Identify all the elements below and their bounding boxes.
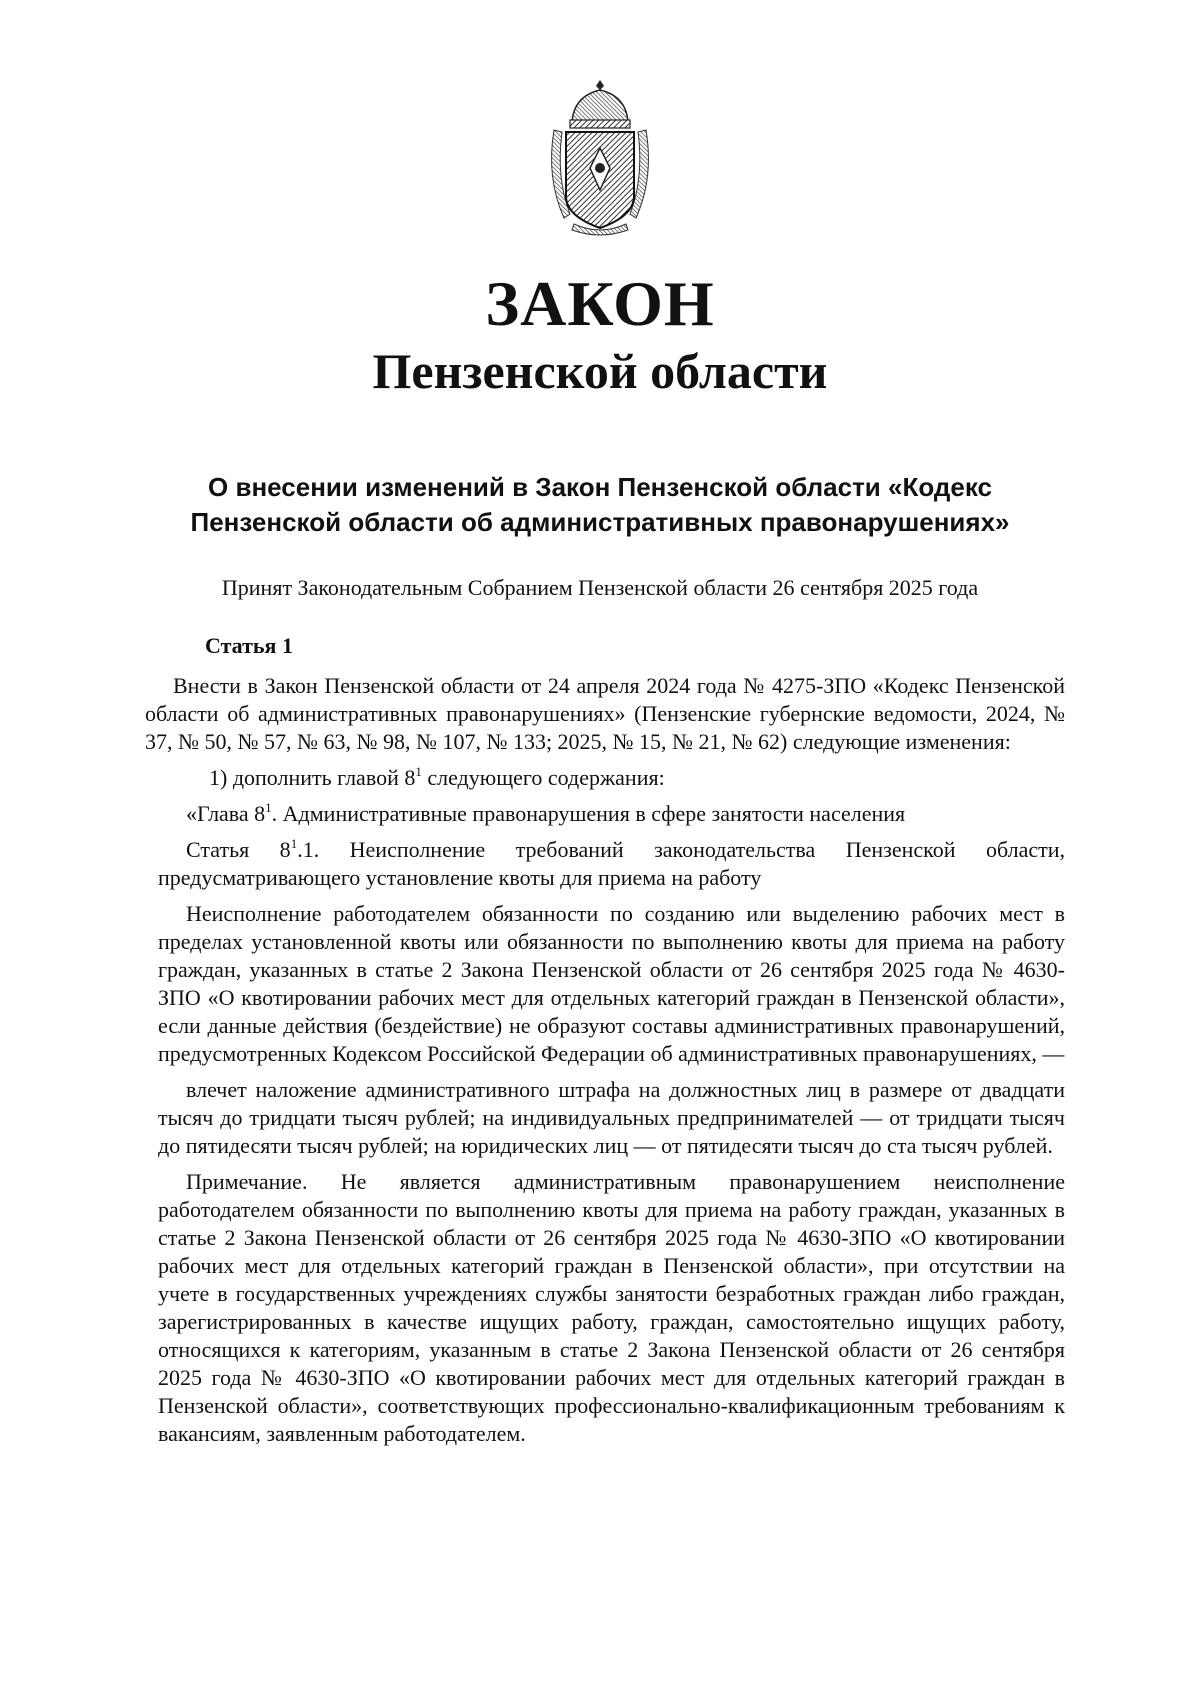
sub-article-sup: 1 [290,836,298,851]
article-heading: Статья 1 [205,633,293,658]
article-intro: Внести в Закон Пензенской области от 24 апреля 2024 года № 4275-ЗПО «Кодекс Пензенской области об административных правонарушениях» (Пензенские губернские ведомости, 2024, № 37, № 50, № 57, № 63, № 98, № 107, № 133; 2025, № 15, № 21, № 62) следующие изменения: [145,673,1065,754]
chapter-prefix: «Глава 8 [186,801,266,826]
issuer-title: Пензенской области [372,343,828,399]
chapter-sup: 1 [265,800,272,815]
sub-article-prefix: Статья 8 [186,837,291,862]
law-subject-heading [100,470,1100,540]
subject-line-1: О внесении изменений в Закон Пензенской области «Кодекс [208,472,992,502]
sub-article-suffix: .1. Неисполнение требований законодательства Пензенской области, предусматривающего установление квоты для приема на работу [158,837,1065,890]
penalty-description: влечет наложение административного штрафа на должностных лиц в размере от двадцати тысяч до тридцати тысяч рублей; на индивидуальных предпринимателей — от тридцати тысяч до пятидесяти тысяч рублей; на юридических лиц — от пятидесяти тысяч до ста тысяч рублей. [158,1077,1065,1158]
item-1-sup: 1 [415,764,422,779]
offense-description: Неисполнение работодателем обязанности по созданию или выделению рабочих мест в пределах установленной квоты или обязанности по выполнению квоты для приема на работу граждан, указанных в статье 2 Закона Пензенской области от 26 сентября 2025 года № 4630-ЗПО «О квотировании рабочих мест для отдельных категорий граждан в Пензенской области», если данные действия (бездействие) не образуют составы административных правонарушений, предусмотренных Кодексом Российской Федерации об административных правонарушениях, — [158,901,1065,1066]
chapter-title [175,800,1065,828]
coat-of-arms-emblem [544,78,656,238]
document-type-title: ЗАКОН [485,268,715,339]
sub-article-title [158,836,1065,892]
item-1-suffix: следующего содержания: [421,765,665,790]
law-body [145,632,1065,1448]
adoption-note: Принят Законодательным Собранием Пензенской области 26 сентября 2025 года [221,575,979,600]
amendment-item-1 [175,764,1065,792]
subject-line-2: Пензенской области об административных правонарушениях» [190,507,1010,537]
note-paragraph: Примечание. Не является административным правонарушением неисполнение работодателем обязанности по выполнению квоты для приема на работу граждан, указанных в статье 2 Закона Пензенской области от 26 сентября 2025 года № 4630-ЗПО «О квотировании рабочих мест для отдельных категорий граждан в Пензенской области», при отсутствии на учете в государственных учреждениях службы занятости безработных граждан либо граждан, зарегистрированных в качестве ищущих работу, граждан, самостоятельно ищущих работу, относящихся к категориям, указанным в статье 2 Закона Пензенской области от 26 сентября 2025 года № 4630-ЗПО «О квотировании рабочих мест для отдельных категорий граждан в Пензенской области», соответствующих профессионально-квалификационным требованиям к вакансиям, заявленным работодателем. [158,1169,1065,1446]
item-1-prefix: 1) дополнить главой 8 [209,765,416,790]
chapter-suffix: . Административные правонарушения в сфере занятости населения [271,801,906,826]
